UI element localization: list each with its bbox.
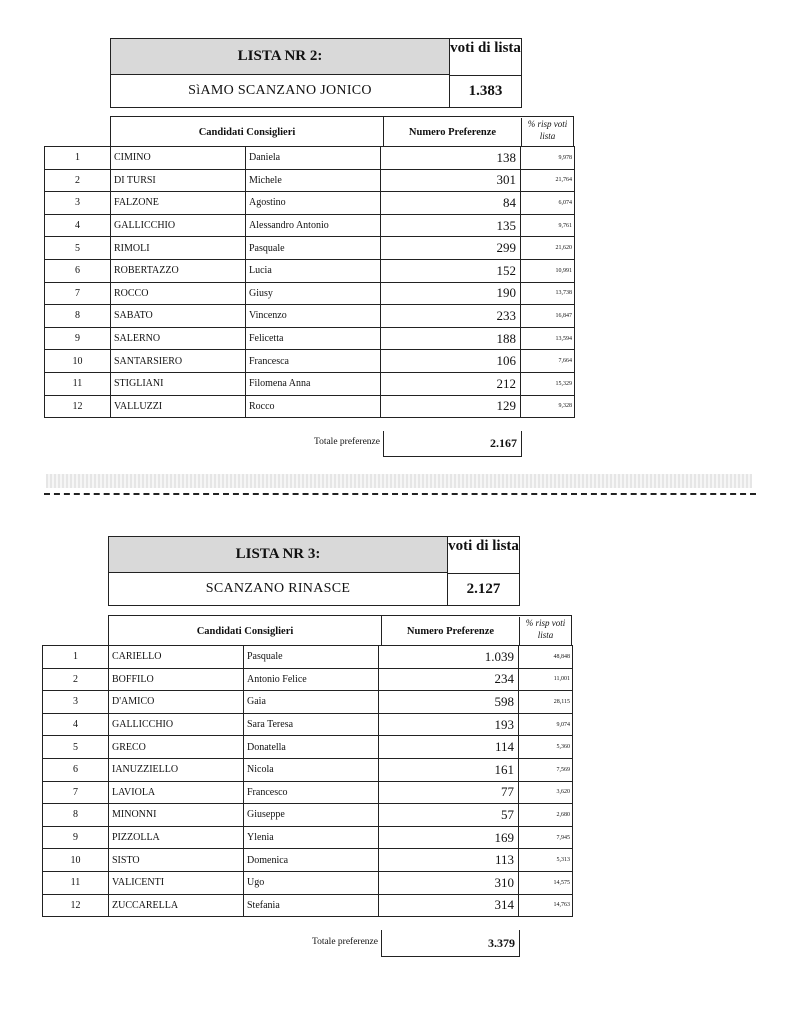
candidate-percentage: 14,575 [519, 871, 573, 894]
table-row [45, 372, 575, 395]
candidate-surname: SALERNO [111, 327, 246, 350]
candidate-surname: CARIELLO [109, 646, 244, 669]
candidate-name: Giusy [246, 282, 381, 305]
candidate-number: 7 [43, 781, 109, 804]
candidate-percentage: 9,978 [521, 147, 575, 170]
candidate-surname: GALLICCHIO [109, 713, 244, 736]
candidate-name: Lucia [246, 259, 381, 282]
candidate-number: 12 [43, 894, 109, 917]
candidate-preferences: 152 [381, 259, 521, 282]
candidate-percentage: 7,664 [521, 350, 575, 373]
candidate-surname: FALZONE [111, 192, 246, 215]
candidate-name: Pasquale [246, 237, 381, 260]
col-candidates-header: Candidati Consiglieri [198, 126, 296, 138]
list-3-candidates-table [42, 645, 573, 917]
table-row [43, 646, 573, 669]
candidate-number: 9 [43, 826, 109, 849]
candidate-number: 2 [45, 169, 111, 192]
candidate-name: Daniela [246, 147, 381, 170]
list-3-votes-value: 2.127 [447, 573, 519, 605]
table-row [43, 758, 573, 781]
candidate-percentage: 9,328 [521, 395, 575, 418]
table-row [43, 713, 573, 736]
candidate-number: 6 [45, 259, 111, 282]
candidate-percentage: 3,620 [519, 781, 573, 804]
candidate-preferences: 299 [381, 237, 521, 260]
candidate-number: 5 [45, 237, 111, 260]
table-row [45, 147, 575, 170]
candidate-preferences: 169 [379, 826, 519, 849]
list-3-title: LISTA NR 3: [109, 537, 447, 573]
candidate-percentage: 13,594 [521, 327, 575, 350]
candidate-surname: RIMOLI [111, 237, 246, 260]
table-row [43, 804, 573, 827]
table-row [43, 894, 573, 917]
candidate-name: Donatella [244, 736, 379, 759]
candidate-name: Alessandro Antonio [246, 214, 381, 237]
candidate-number: 6 [43, 758, 109, 781]
page-separator-band [46, 474, 752, 488]
candidate-preferences: 1.039 [379, 646, 519, 669]
table-row [45, 237, 575, 260]
candidate-surname: BOFFILO [109, 668, 244, 691]
table-row [43, 826, 573, 849]
candidate-number: 1 [45, 147, 111, 170]
table-row [45, 259, 575, 282]
candidate-name: Sara Teresa [244, 713, 379, 736]
table-row [45, 282, 575, 305]
candidate-number: 8 [43, 804, 109, 827]
table-row [45, 169, 575, 192]
list-2-votes-label: voti di lista [449, 39, 521, 75]
candidate-number: 2 [43, 668, 109, 691]
candidate-surname: PIZZOLLA [109, 826, 244, 849]
candidate-number: 8 [45, 305, 111, 328]
candidate-preferences: 129 [381, 395, 521, 418]
table-row [43, 849, 573, 872]
candidate-name: Felicetta [246, 327, 381, 350]
candidate-number: 10 [43, 849, 109, 872]
candidate-preferences: 314 [379, 894, 519, 917]
list-3-header [108, 536, 520, 606]
candidate-percentage: 2,680 [519, 804, 573, 827]
candidate-percentage: 21,620 [521, 237, 575, 260]
candidate-percentage: 5,360 [519, 736, 573, 759]
candidate-percentage: 28,115 [519, 691, 573, 714]
candidate-surname: MINONNI [109, 804, 244, 827]
candidate-name: Domenica [244, 849, 379, 872]
candidate-number: 5 [43, 736, 109, 759]
list-3-total-value: 3.379 [381, 930, 520, 957]
candidate-preferences: 193 [379, 713, 519, 736]
candidate-name: Francesco [244, 781, 379, 804]
candidate-surname: LAVIOLA [109, 781, 244, 804]
list-3-column-header [108, 615, 572, 645]
col-pct-header: % risp voti lista [519, 617, 571, 645]
list-2-name: SìAMO SCANZANO JONICO [188, 83, 372, 98]
candidate-name: Francesca [246, 350, 381, 373]
candidate-number: 3 [45, 192, 111, 215]
table-row [45, 327, 575, 350]
candidate-surname: VALICENTI [109, 871, 244, 894]
candidate-preferences: 135 [381, 214, 521, 237]
col-preferences-header: Numero Preferenze [383, 117, 521, 147]
table-row [43, 691, 573, 714]
candidate-name: Filomena Anna [246, 372, 381, 395]
col-preferences-header: Numero Preferenze [381, 616, 519, 646]
candidate-number: 12 [45, 395, 111, 418]
candidate-name: Vincenzo [246, 305, 381, 328]
list-2-candidates-table [44, 146, 575, 418]
candidate-surname: IANUZZIELLO [109, 758, 244, 781]
candidate-name: Nicola [244, 758, 379, 781]
candidate-number: 11 [43, 871, 109, 894]
candidate-name: Agostino [246, 192, 381, 215]
table-row [43, 871, 573, 894]
list-2-votes-value: 1.383 [449, 75, 521, 107]
candidate-name: Pasquale [244, 646, 379, 669]
candidate-number: 3 [43, 691, 109, 714]
candidate-preferences: 212 [381, 372, 521, 395]
table-row [45, 214, 575, 237]
candidate-name: Ylenia [244, 826, 379, 849]
candidate-percentage: 6,074 [521, 192, 575, 215]
candidate-name: Rocco [246, 395, 381, 418]
candidate-surname: ROCCO [111, 282, 246, 305]
candidate-name: Gaia [244, 691, 379, 714]
candidate-number: 10 [45, 350, 111, 373]
candidate-preferences: 57 [379, 804, 519, 827]
candidate-preferences: 77 [379, 781, 519, 804]
table-row [45, 305, 575, 328]
table-row [45, 350, 575, 373]
table-row [43, 781, 573, 804]
candidate-name: Stefania [244, 894, 379, 917]
list-3-name: SCANZANO RINASCE [205, 581, 351, 596]
list-2-total-label: Totale preferenze [313, 437, 380, 447]
candidate-name: Ugo [244, 871, 379, 894]
list-3-total-label: Totale preferenze [311, 937, 378, 947]
candidate-preferences: 598 [379, 691, 519, 714]
candidate-preferences: 161 [379, 758, 519, 781]
candidate-preferences: 301 [381, 169, 521, 192]
candidate-preferences: 113 [379, 849, 519, 872]
candidate-percentage: 15,329 [521, 372, 575, 395]
candidate-percentage: 7,569 [519, 758, 573, 781]
candidate-surname: STIGLIANI [111, 372, 246, 395]
candidate-percentage: 5,313 [519, 849, 573, 872]
list-2-column-header [110, 116, 574, 146]
candidate-preferences: 84 [381, 192, 521, 215]
candidate-surname: ROBERTAZZO [111, 259, 246, 282]
candidate-preferences: 114 [379, 736, 519, 759]
candidate-surname: SISTO [109, 849, 244, 872]
candidate-surname: VALLUZZI [111, 395, 246, 418]
candidate-surname: GALLICCHIO [111, 214, 246, 237]
candidate-percentage: 48,848 [519, 646, 573, 669]
list-2-header [110, 38, 522, 108]
candidate-percentage: 21,764 [521, 169, 575, 192]
candidate-name: Michele [246, 169, 381, 192]
candidate-preferences: 310 [379, 871, 519, 894]
candidate-percentage: 9,074 [519, 713, 573, 736]
candidate-surname: D'AMICO [109, 691, 244, 714]
list-2-title: LISTA NR 2: [111, 39, 449, 75]
candidate-surname: SABATO [111, 305, 246, 328]
candidate-number: 4 [43, 713, 109, 736]
candidate-number: 9 [45, 327, 111, 350]
candidate-preferences: 234 [379, 668, 519, 691]
candidate-preferences: 106 [381, 350, 521, 373]
candidate-percentage: 9,761 [521, 214, 575, 237]
candidate-number: 7 [45, 282, 111, 305]
list-2-total-value: 2.167 [383, 431, 522, 457]
candidate-percentage: 7,945 [519, 826, 573, 849]
table-row [43, 668, 573, 691]
candidate-surname: CIMINO [111, 147, 246, 170]
candidate-percentage: 11,001 [519, 668, 573, 691]
candidate-percentage: 16,847 [521, 305, 575, 328]
page-separator-dashed [44, 493, 756, 495]
candidate-number: 1 [43, 646, 109, 669]
candidate-preferences: 233 [381, 305, 521, 328]
candidate-surname: GRECO [109, 736, 244, 759]
candidate-name: Antonio Felice [244, 668, 379, 691]
candidate-percentage: 14,763 [519, 894, 573, 917]
candidate-number: 11 [45, 372, 111, 395]
candidate-number: 4 [45, 214, 111, 237]
candidate-preferences: 188 [381, 327, 521, 350]
col-pct-header: % risp voti lista [521, 118, 573, 146]
candidate-name: Giuseppe [244, 804, 379, 827]
candidate-surname: SANTARSIERO [111, 350, 246, 373]
candidate-surname: DI TURSI [111, 169, 246, 192]
table-row [43, 736, 573, 759]
table-row [45, 395, 575, 418]
candidate-percentage: 10,991 [521, 259, 575, 282]
candidate-percentage: 13,738 [521, 282, 575, 305]
candidate-preferences: 190 [381, 282, 521, 305]
list-3-votes-label: voti di lista [447, 537, 519, 573]
col-candidates-header: Candidati Consiglieri [196, 625, 294, 637]
candidate-surname: ZUCCARELLA [109, 894, 244, 917]
candidate-preferences: 138 [381, 147, 521, 170]
table-row [45, 192, 575, 215]
